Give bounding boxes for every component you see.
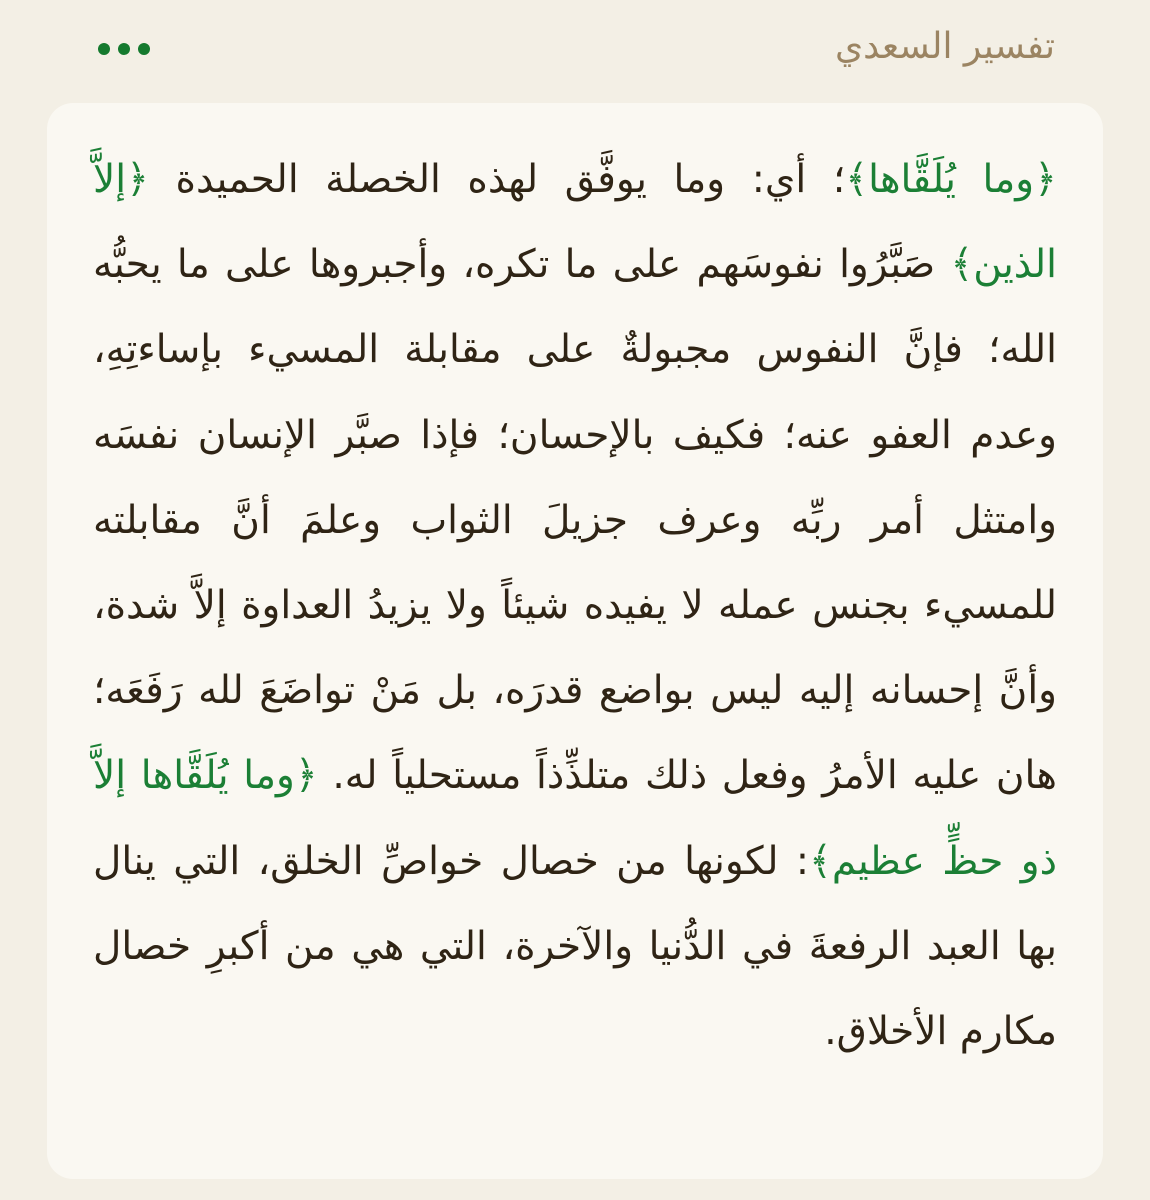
tafsir-text[interactable] — [93, 137, 1057, 1074]
quran-verse: ﴿إلاَّ الذين﴾ — [93, 157, 1057, 288]
header-bar — [0, 18, 1150, 88]
tafsir-text-segment: : لكونها من خصال خواصِّ الخلق، التي ينال بها العبد الرفعةَ في الدُّنيا والآخرة، التي هي من أكبرِ خصال مكارم الأخلاق. — [93, 838, 1057, 1055]
more-dots-icon — [98, 43, 110, 55]
tafsir-text-segment: ؛ أي: وما يوفَّق لهذه الخصلة الحميدة — [148, 157, 846, 202]
quran-verse: ﴿وما يُلَقَّاها إلاَّ ذو حظٍّ عظيم﴾ — [93, 753, 1058, 884]
quran-verse: ﴿وما يُلَقَّاها﴾ — [845, 157, 1057, 202]
more-dots-icon — [138, 43, 150, 55]
more-options-button[interactable] — [84, 32, 164, 66]
section-title: تفسير السعدي — [834, 26, 1055, 67]
more-dots-icon — [118, 43, 130, 55]
tafsir-text-segment: صَبَّرُوا نفوسَهم على ما تكره، وأجبروها على ما يحبُّه الله؛ فإنَّ النفوس مجبولةٌ على مقابلة المسيء بإساءتِهِ، وعدم العفو عنه؛ فكيف بالإحسان؛ فإذا صبَّر الإنسان نفسَه وامتثل أمر ربِّه وعرف جزيلَ الثواب وعلمَ أنَّ مقابلته للمسيء بجنس عمله لا يفيده شيئاً ولا يزيدُ العداوة إلاَّ شدة، وأنَّ إحسانه إليه ليس بواضع قدرَه، بل مَنْ تواضَعَ لله رَفَعَه؛ هان عليه الأمرُ وفعل ذلك متلذِّذاً مستحلياً له. — [93, 242, 1057, 799]
tafsir-card — [47, 103, 1103, 1179]
